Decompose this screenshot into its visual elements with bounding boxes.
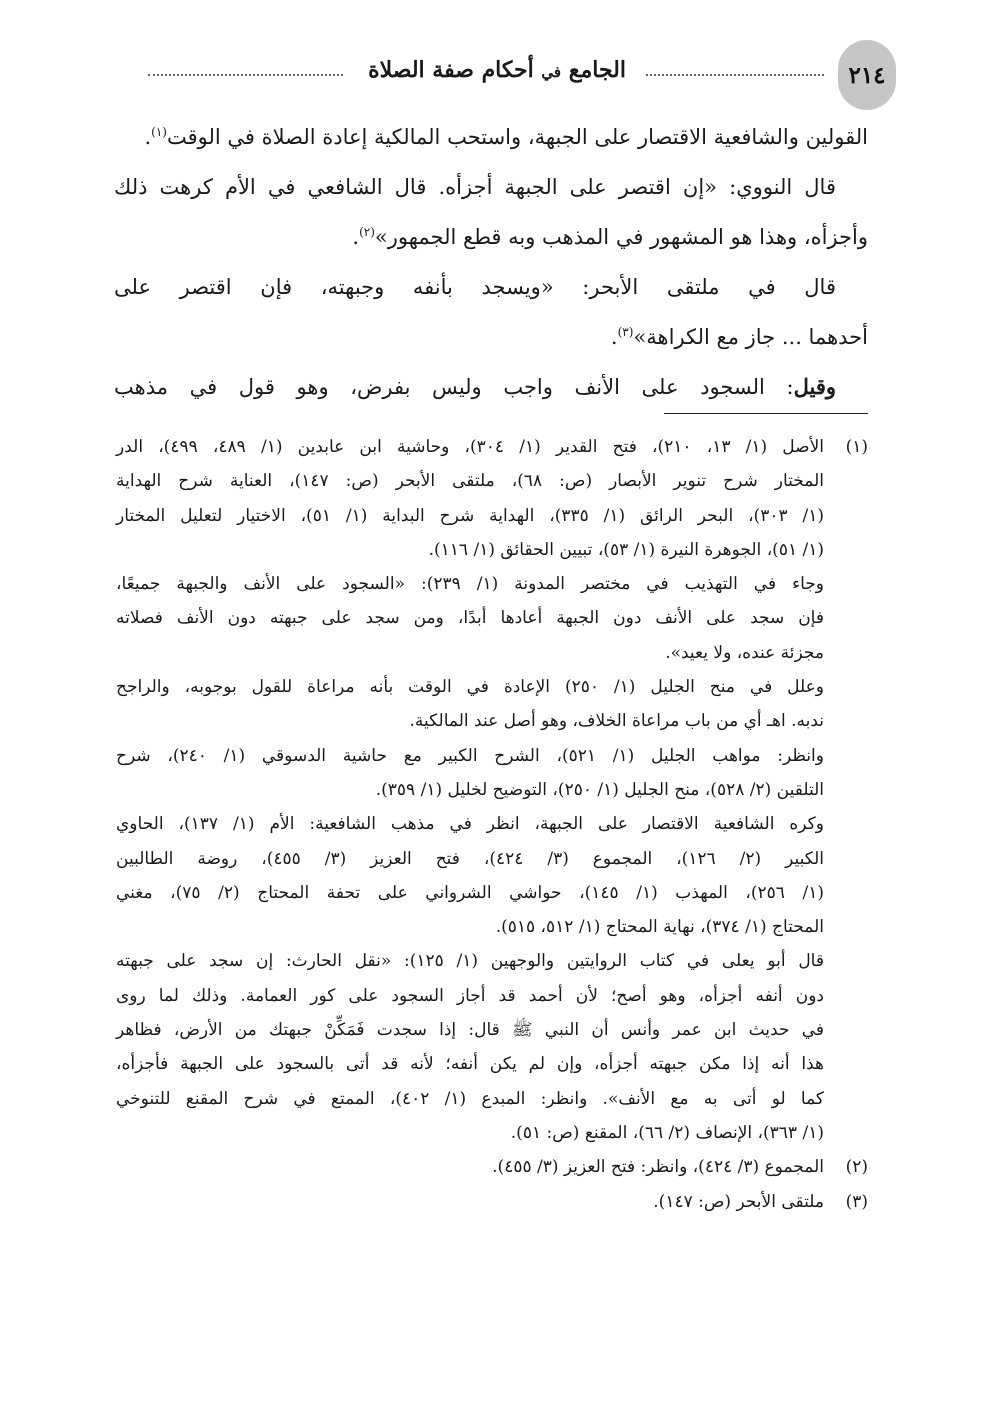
paragraph-3-end: . [610,325,618,349]
footnote-3-number: (٣) [845,1191,868,1212]
paragraph-3-text: أحدهما ... جاز مع الكراهة» [633,325,868,349]
book-title-part2: أحكام صفة الصلاة [368,57,534,83]
paragraph-3-line-2 [114,312,868,362]
book-title-part1: الجامع [568,57,626,83]
footnote-line: وانظر: مواهب الجليل (١/ ٥٢١)، الشرح الكبير مع حاشية الدسوقي (١/ ٢٤٠)، شرح [116,745,824,766]
paragraph-2-text: وأجزأه، وهذا هو المشهور في المذهب وبه قطع الجمهور» [374,225,868,249]
footnote-line: قال أبو يعلى في كتاب الروايتين والوجهين (١/ ١٢٥): «نقل الحارث: إن سجد على جبهته [116,951,824,972]
footnote-2 [116,1150,868,1184]
footnote-line: (١/ ٥١)، الجوهرة النيرة (١/ ٥٣)، تبيين الحقائق (١/ ١١٦). [428,539,824,560]
footnote-2-number: (٢) [845,1157,868,1178]
footnote-line: المحتاج (١/ ٣٧٤)، نهاية المحتاج (١/ ٥١٢، ٥١٥). [495,917,824,938]
paragraph-4-text: : السجود على الأنف واجب وليس بفرض، وهو قول في مذهب [114,375,794,399]
footnote-line: التلقين (٢/ ٥٢٨)، منح الجليل (١/ ٢٥٠)، التوضيح لخليل (١/ ٣٥٩). [375,779,824,800]
footnote-1-body [116,430,824,1150]
footnote-line: كما لو أتى به مع الأنف». وانظر: المبدع (١/ ٤٠٢)، الممتع في شرح المقنع للتنوخي [116,1088,825,1109]
footnote-line: (١/ ٢٥٦)، المهذب (١/ ١٤٥)، حواشي الشرواني على تحفة المحتاج (٢/ ٧٥)، مغني [116,882,824,903]
paragraph-1-text: القولين والشافعية الاقتصار على الجبهة، واستحب المالكية إعادة الصلاة في الوقت [166,125,868,149]
page-number: ٢١٤ [838,40,896,110]
footnote-line: الكبير (٢/ ١٢٦)، المجموع (٣/ ٤٢٤)، فتح العزيز (٣/ ٤٥٥)، روضة الطالبين [116,848,824,869]
paragraph-4 [114,362,868,412]
footnote-line: فإن سجد على الأنف دون الجبهة أعادها أبدًا، ومن سجد على جبهته دون الأنف فصلاته [116,608,824,629]
header-dotted-rule-left [148,74,343,76]
footnote-line: الأصل (١/ ١٣، ٢١٠)، فتح القدير (١/ ٣٠٤)، وحاشية ابن عابدين (١/ ٤٨٩، ٤٩٩)، الدر [116,437,825,457]
footnote-ref-1: (١) [151,125,167,139]
footnote-line: (١/ ٣٦٣)، الإنصاف (٢/ ٦٦)، المقنع (ص: ٥١). [510,1122,824,1143]
footnote-line: دون أنفه أجزأه، وهو أصح؛ لأن أحمد قد أجاز السجود على كور العمامة. وذلك لما روى [116,985,824,1006]
book-title-small: في [541,63,562,81]
footnote-3 [116,1185,868,1219]
footnote-line: مجزئة عنده، ولا يعيد». [665,642,824,663]
footnote-line: المجموع (٣/ ٤٢٤)، وانظر: فتح العزيز (٣/ ٤٥٥). [492,1157,824,1178]
footnote-1-number: (١) [845,437,868,457]
footnote-line: وجاء في التهذيب في مختصر المدونة (١/ ٢٣٩): «السجود على الأنف والجبهة جميعًا، [116,574,824,595]
footnote-line: وكره الشافعية الاقتصار على الجبهة، انظر في مذهب الشافعية: الأم (١/ ١٣٧)، الحاوي [116,814,824,835]
paragraph-1-end: . [144,125,152,149]
footnote-2-body [116,1150,824,1184]
footnote-1 [116,430,868,1150]
footnote-line: هذا أنه إذا مكن جبهته أجزأه، وإن لم يكن أنفه؛ لأنه قد أتى بالسجود على الجبهة فأجزأه، [116,1054,824,1075]
paragraph-1 [114,112,868,162]
paragraph-4-lead: وقيل [793,374,836,399]
paragraph-2-line-2 [114,212,868,262]
paragraph-3-line-1: قال في ملتقى الأبحر: «ويسجد بأنفه وجبهته، فإن اقتصر على [114,275,836,299]
footnote-ref-3: (٣) [617,325,634,339]
paragraph-2-line-1: قال النووي: «إن اقتصر على الجبهة أجزأه. قال الشافعي في الأم كرهت ذلك [114,175,836,199]
footnote-line: ندبه. اهـ أي من باب مراعاة الخلاف، وهو أصل عند المالكية. [409,711,824,732]
footnotes [116,430,868,1219]
header-dotted-rule-right [646,74,824,76]
footnote-line: (١/ ٣٠٣)، البحر الرائق (١/ ٣٣٥)، الهداية شرح البداية (١/ ٥١)، الاختيار لتعليل المختار [116,505,824,526]
footnote-line: ملتقى الأبحر (ص: ١٤٧). [653,1191,824,1212]
footnote-line: المختار شرح تنوير الأبصار (ص: ٦٨)، ملتقى الأبحر (ص: ١٤٧)، العناية شرح الهداية [116,471,824,492]
main-text [114,112,868,412]
running-header [148,40,896,112]
book-title [368,54,626,88]
footnote-line: وعلل في منح الجليل (١/ ٢٥٠) الإعادة في الوقت بأنه مراعاة للقول بوجوبه، والراجح [116,677,824,698]
footnote-divider [664,413,868,414]
footnote-line: في حديث ابن عمر وأنس أن النبي ﷺ قال: إذا سجدت فَمَكِّنْ جبهتك من الأرض، فظاهر [116,1020,824,1041]
footnote-ref-2: (٢) [359,225,375,239]
paragraph-2-end: . [352,225,360,249]
footnote-3-body [116,1185,824,1219]
